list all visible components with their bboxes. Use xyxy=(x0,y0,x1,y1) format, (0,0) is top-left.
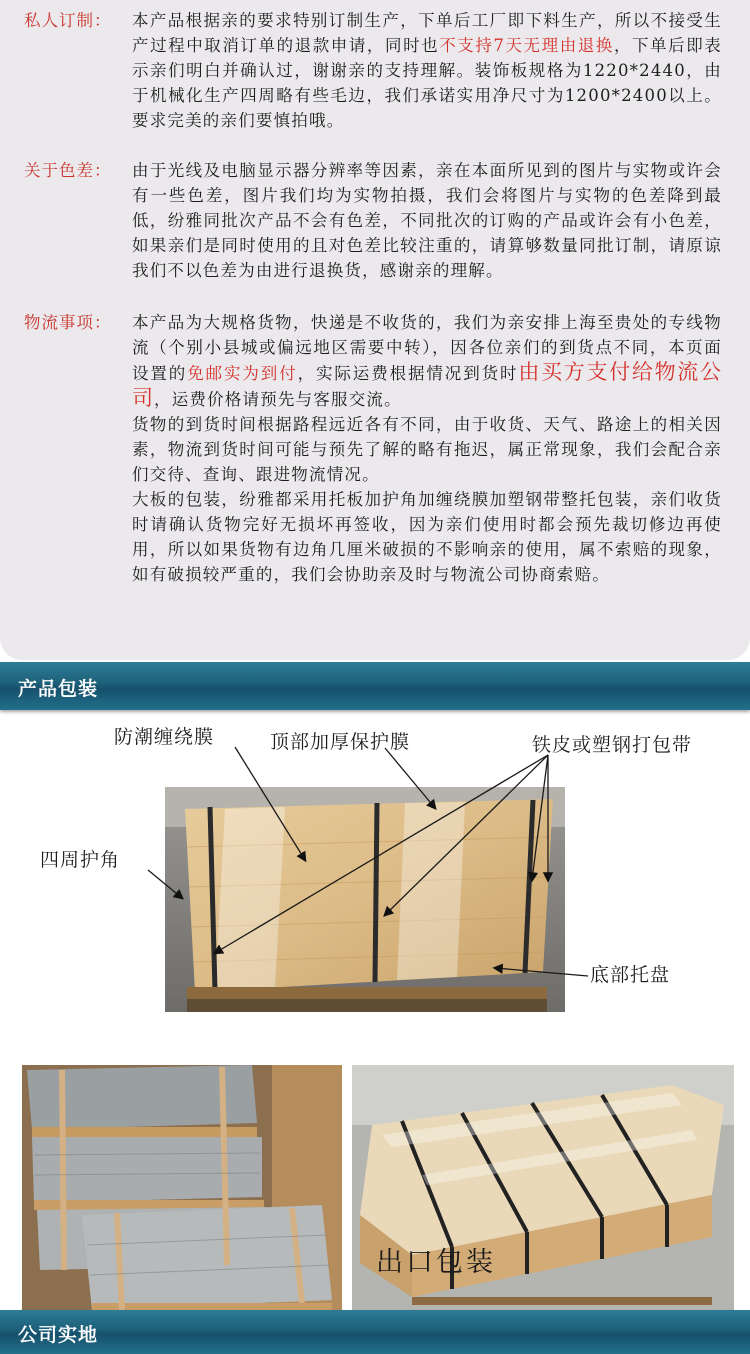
custom-order-label: 私人订制： xyxy=(24,11,112,30)
company-title: 公司实地 xyxy=(18,1324,99,1346)
export-packaging-caption: 出口包装 xyxy=(376,1247,496,1278)
no-return-highlight: 不支持7天无理由退换 xyxy=(439,36,614,55)
packaging-photo xyxy=(165,787,565,1012)
free-shipping-highlight: 免邮实为到付 xyxy=(187,364,298,383)
color-difference-label: 关于色差： xyxy=(24,161,112,180)
color-difference-section xyxy=(0,158,750,308)
custom-order-section xyxy=(0,8,750,158)
notice-panel xyxy=(0,0,750,660)
annotation-moisture-film: 防潮缠绕膜 xyxy=(114,726,215,748)
logistics-section xyxy=(0,310,750,650)
logistics-text: 本产品为大规格货物，快递是不收货的，我们为亲安排上海至贵处的专线物流（个别小县城或偏远地区需要中转），因各位亲们的到货点不同，本页面设置的免邮实为到付，实际运费根据情况到货时由买方支付给物流公司，运费价格请预先与客服交流。 货物的到货时间根据路程远近各有不同，由于收货、天气、路途上的相关因素，物流到货时间可能与预先了解的略有拖迟，属正常现象，我们会配合亲们交待、查询、跟进物流情况。 大板的包装，纷雅都采用托板加护角加缠绕膜加塑钢带整托包装，亲们收货时请确认货物完好无损坏再签收，因为亲们使用时都会预先裁切修边再使用，所以如果货物有边角几厘米破损的不影响亲的使用，属不索赔的现象，如有破损较严重的，我们会协助亲及时与物流公司协商索赔。 xyxy=(132,313,723,584)
packaging-title: 产品包装 xyxy=(18,678,99,700)
custom-order-text: 本产品根据亲的要求特别订制生产，下单后工厂即下料生产，所以不接受生产过程中取消订单的退款申请，同时也不支持7天无理由退换，下单后即表示亲们明白并确认过，谢谢亲的支持理解。装饰板规格为1220*2440，由于机械化生产四周略有些毛边，我们承诺实用净尺寸为1200*2400以上。要求完美的亲们要慎拍哦。 xyxy=(132,11,722,130)
export-packaging-photo xyxy=(352,1065,734,1317)
annotation-corner-guard: 四周护角 xyxy=(40,849,121,871)
packaging-header-bar xyxy=(0,662,750,710)
company-header-bar xyxy=(0,1310,750,1354)
stacked-boards-photo xyxy=(22,1065,342,1313)
annotation-pallet: 底部托盘 xyxy=(590,964,671,986)
annotation-top-film: 顶部加厚保护膜 xyxy=(270,731,411,753)
annotation-strap: 铁皮或塑钢打包带 xyxy=(532,734,693,756)
color-difference-text: 由于光线及电脑显示器分辨率等因素，亲在本面所见到的图片与实物或许会有一些色差，图片我们均为实物拍摄，我们会将图片与实物的色差降到最低，纷雅同批次产品不会有色差，不同批次的订购的产品或许会有小色差，如果亲们是同时使用的且对色差比较注重的，请算够数量同批订制，请原谅我们不以色差为由进行退换货，感谢亲的理解。 xyxy=(132,161,722,280)
logistics-label: 物流事项： xyxy=(24,313,112,332)
buyer-pays-highlight: 由买方支付给物流公司 xyxy=(132,360,723,410)
